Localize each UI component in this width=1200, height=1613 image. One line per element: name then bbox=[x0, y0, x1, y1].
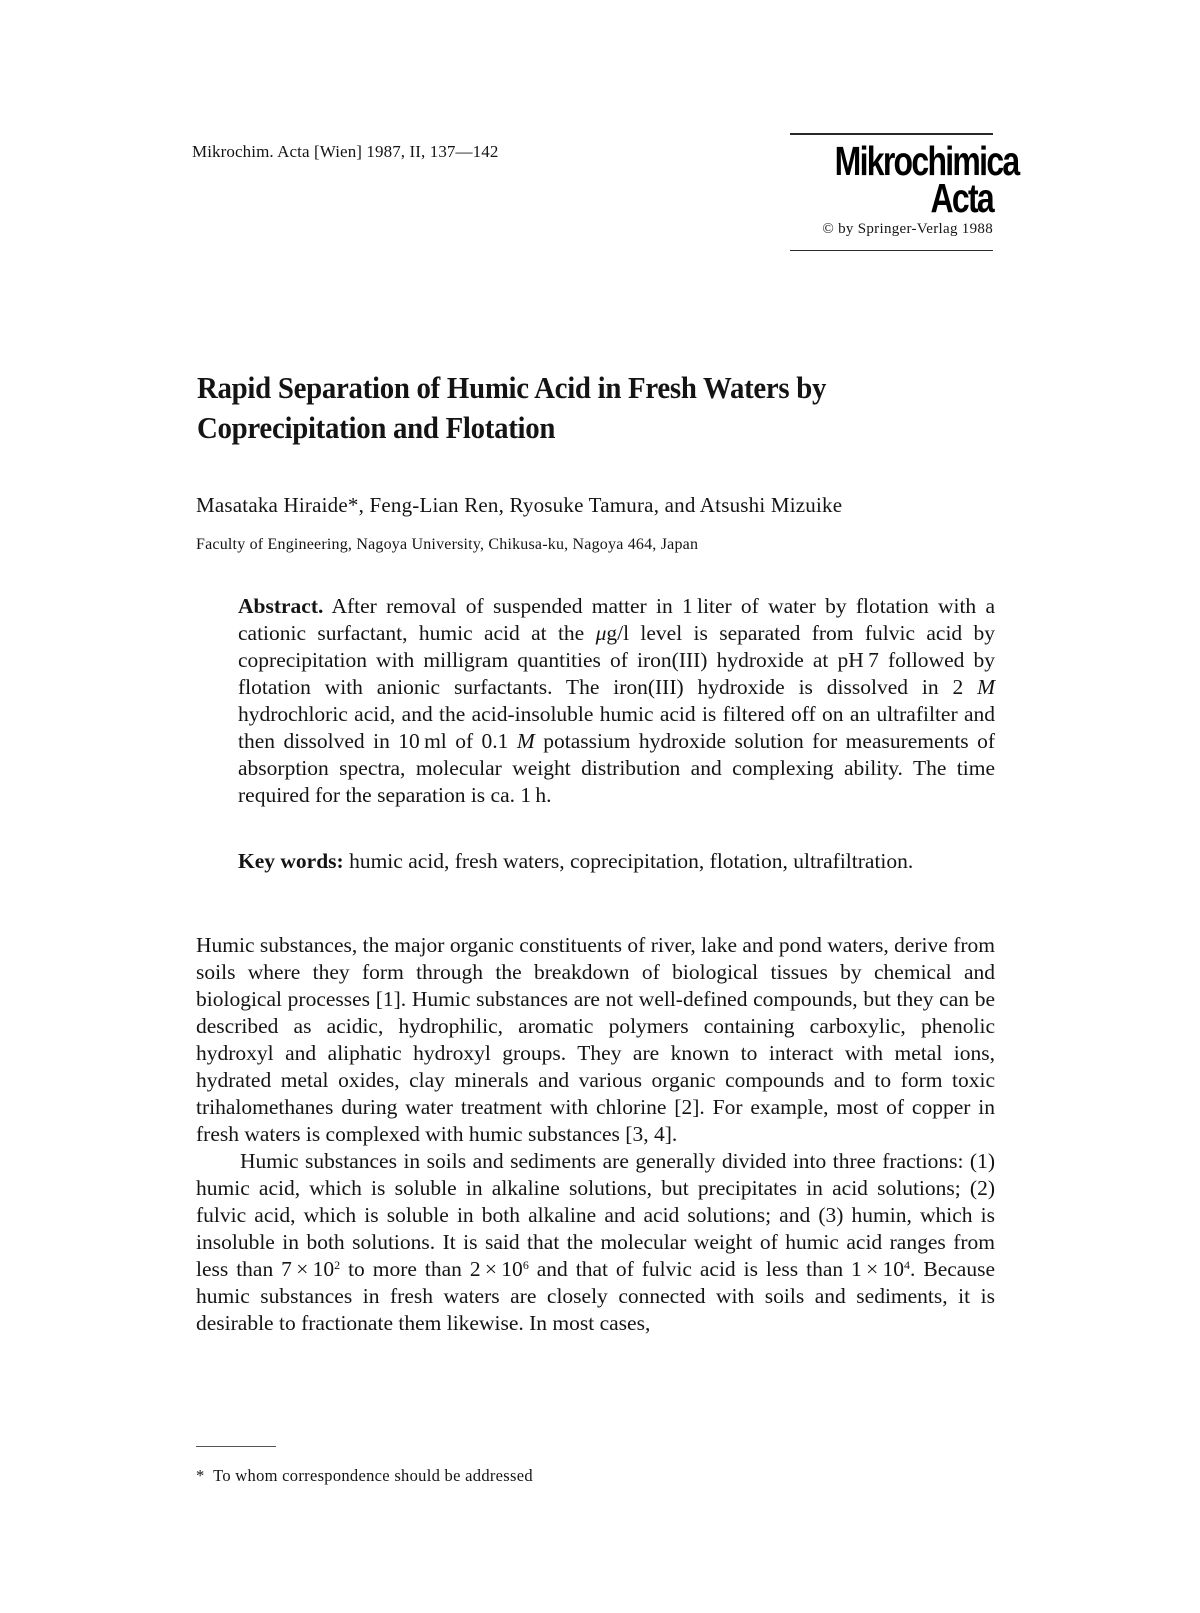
author-list: Masataka Hiraide*, Feng-Lian Ren, Ryosuke Tamura, and Atsushi Mizuike bbox=[196, 493, 843, 517]
exponent: 4 bbox=[904, 1258, 911, 1272]
molarity-symbol: M bbox=[977, 675, 995, 699]
journal-logo-block bbox=[790, 133, 1019, 251]
paragraph-2-text-c: and that of fulvic acid is less than 1 × 10 bbox=[528, 1257, 905, 1281]
keywords-text: humic acid, fresh waters, coprecipitation, flotation, ultrafiltration. bbox=[343, 849, 914, 873]
article-title: Rapid Separation of Humic Acid in Fresh Waters by Coprecipitation and Flotation bbox=[197, 370, 827, 445]
abstract bbox=[238, 593, 995, 809]
exponent: 2 bbox=[334, 1258, 341, 1272]
footnote: * To whom correspondence should be addressed bbox=[196, 1466, 533, 1485]
keywords bbox=[238, 848, 995, 875]
exponent: 6 bbox=[522, 1258, 529, 1272]
keywords-label: Key words: bbox=[238, 849, 344, 873]
mu-symbol: μ bbox=[595, 621, 607, 645]
paragraph-2-text-d: . Because humic substances in fresh waters are closely connected with soils and sediments, it is desirable to fractionate them likewise. In most cases, bbox=[196, 1257, 995, 1335]
footnote-divider bbox=[196, 1446, 276, 1447]
copyright-notice: © by Springer-Verlag 1988 bbox=[822, 221, 993, 237]
logo-top-rule bbox=[790, 133, 993, 135]
body-paragraph-2 bbox=[196, 1148, 995, 1337]
molarity-symbol: M bbox=[516, 729, 535, 753]
abstract-text-3: hydrochloric acid, and the acid-insoluble humic acid is filtered off on an ultrafilter and then dissolved in 10 ml of 0.1 bbox=[238, 702, 995, 753]
journal-logo-line1: Mikrochimica bbox=[834, 138, 1019, 184]
logo-bottom-rule bbox=[790, 250, 993, 251]
author-affiliation: Faculty of Engineering, Nagoya University, Chikusa-ku, Nagoya 464, Japan bbox=[196, 536, 699, 553]
body-text bbox=[196, 932, 995, 1337]
abstract-text-1: After removal of suspended matter in 1 liter of water by flotation with a cationic surfactant, humic acid at the bbox=[238, 594, 995, 645]
abstract-label: Abstract. bbox=[238, 594, 324, 618]
paragraph-2-text-a: Humic substances in soils and sediments are generally divided into three fractions: (1) humic acid, which is soluble in alkaline solutions, but precipitates in acid solutions; (2) fulvic acid, which is soluble in both alkaline and acid solutions; and (3) humin, which is insoluble in both solutions. It is said that the molecular weight of humic acid ranges from less than 7 × 10 bbox=[196, 1149, 995, 1281]
journal-logo bbox=[790, 138, 1019, 221]
abstract-text-4: potassium hydroxide solution for measurements of absorption spectra, molecular weight distribution and complexing ability. The time required for the separation is ca. 1 h. bbox=[238, 729, 996, 807]
journal-logo-line2: Acta bbox=[930, 175, 993, 221]
paragraph-2-text-b: to more than 2 × 10 bbox=[340, 1257, 523, 1281]
abstract-text-2: g/l level is separated from fulvic acid by coprecipitation with milligram quantities of iron(III) hydroxide at pH 7 followed by flotation with anionic surfactants. The iron(III) hydroxide is dissolved in 2 bbox=[238, 621, 996, 699]
body-paragraph-1: Humic substances, the major organic constituents of river, lake and pond waters, derive from soils where they form through the breakdown of biological tissues by chemical and biological processes [1]. Humic substances are not well-defined compounds, but they can be described as acidic, hydrophilic, aromatic polymers containing carboxylic, phenolic hydroxyl and aliphatic hydroxyl groups. They are known to interact with metal ions, hydrated metal oxides, clay minerals and various organic compounds and to form toxic trihalomethanes during water treatment with chlorine [2]. For example, most of copper in fresh waters is complexed with humic substances [3, 4]. bbox=[196, 933, 995, 1146]
journal-citation: Mikrochim. Acta [Wien] 1987, II, 137—142 bbox=[192, 142, 499, 161]
